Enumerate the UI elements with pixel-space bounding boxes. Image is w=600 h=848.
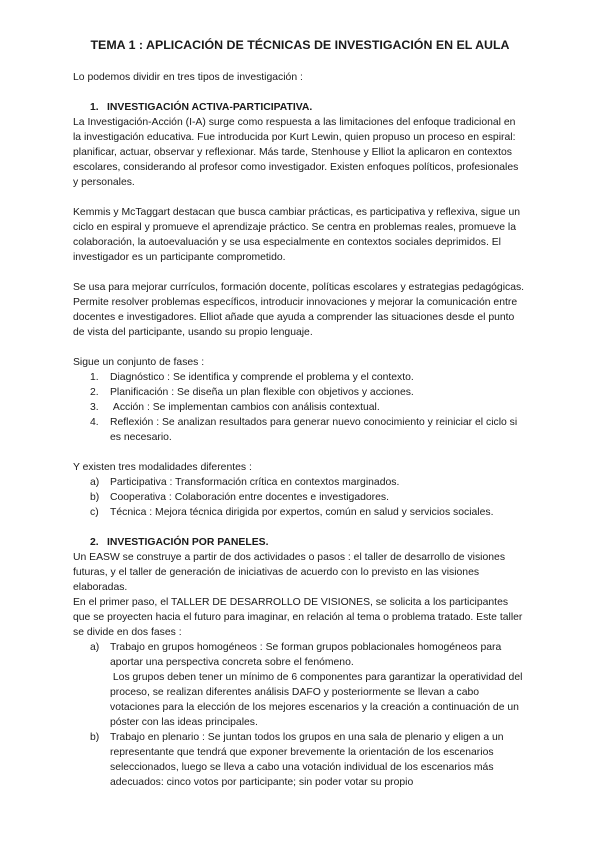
list-item-text: Cooperativa : Colaboración entre docentes e investigadores. <box>110 492 389 503</box>
list-item-text: Diagnóstico : Se identifica y comprende el problema y el contexto. <box>110 372 414 383</box>
list-item-extra-text: Los grupos deben tener un mínimo de 6 componentes para garantizar la operatividad del proceso, se realizan diferentes análisis DAFO y posteriormente se llevan a cabo votaciones para la elección de los mejores escenarios y la creación a continuación de un póster con las ideas principales. <box>110 672 526 728</box>
section-1-number: 1. <box>90 102 99 113</box>
modes-list <box>73 475 525 520</box>
section-1-paragraph-1: La Investigación-Acción (I-A) surge como respuesta a las limitaciones del enfoque tradicional en la investigación educativa. Fue introducida por Kurt Lewin, quien propuso un proceso en espiral: planificar, actuar, observar y reflexionar. Más tarde, Stenhouse y Elliot la aplicaron en contextos escolares, considerando al profesor como investigador. Existen enfoques políticos, profesionales y personales. <box>73 117 519 188</box>
list-item <box>73 505 525 520</box>
intro-text: Lo podemos dividir en tres tipos de investigación : <box>73 72 303 83</box>
list-marker: 2. <box>90 387 99 398</box>
section-2-heading <box>90 535 525 550</box>
section-2-number: 2. <box>90 537 99 548</box>
list-item-text: Planificación : Se diseña un plan flexible con objetivos y acciones. <box>110 387 414 398</box>
section-1-paragraph-2: Kemmis y McTaggart destacan que busca cambiar prácticas, es participativa y reflexiva, sigue un ciclo en espiral y promueve el aprendizaje práctico. Se centra en problemas reales, promueve la colaboración, la autoevaluación y se usa especialmente en contextos sociales deprimidos. El investigador es un participante comprometido. <box>73 207 520 263</box>
list-marker: a) <box>90 642 100 653</box>
section-2-paragraph-2: En el primer paso, el TALLER DE DESARROLLO DE VISIONES, se solicita a los participantes que se proyecten hacia el futuro para imaginar, en relación al tema o problema tratado. Este taller se divide en dos fases : <box>73 597 523 638</box>
list-marker: b) <box>90 732 100 743</box>
list-item-text: Trabajo en plenario : Se juntan todos los grupos en una sala de plenario y eligen a un representante que tendrá que exponer brevemente la orientación de los escenarios seleccionados, luego se lleva a cabo una votación individual de los escenarios más adecuados: cinco votos por participante; sin poder votar su propio <box>110 732 504 788</box>
list-item <box>73 475 525 490</box>
section-1-paragraph-3: Se usa para mejorar currículos, formación docente, políticas escolares y estrategias pedagógicas. Permite resolver problemas específicos, introducir innovaciones y mejorar la comunicación entre docentes e investigadores. Elliot añade que ayuda a comprender las situaciones desde el punto de vista del participante, usando su propio lenguaje. <box>73 282 525 338</box>
phases-intro: Sigue un conjunto de fases : <box>73 357 205 368</box>
list-marker: 1. <box>90 372 99 383</box>
list-item <box>73 385 525 400</box>
list-item-text: Acción : Se implementan cambios con análisis contextual. <box>110 402 380 413</box>
list-item <box>73 415 525 445</box>
document-page <box>73 36 525 790</box>
section-2-title: INVESTIGACIÓN POR PANELES. <box>107 537 269 548</box>
list-item-text: Reflexión : Se analizan resultados para generar nuevo conocimiento y reiniciar el ciclo si es necesario. <box>110 417 518 443</box>
section-2-paragraph-1: Un EASW se construye a partir de dos actividades o pasos : el taller de desarrollo de visiones futuras, y el taller de generación de iniciativas de acuerdo con lo previsto en las visiones elaboradas. <box>73 552 506 593</box>
list-marker: c) <box>90 507 99 518</box>
list-marker: 4. <box>90 417 99 428</box>
section-1-heading <box>90 100 525 115</box>
phases-list <box>73 370 525 445</box>
workshop-phases-list <box>73 640 525 790</box>
section-1-title: INVESTIGACIÓN ACTIVA-PARTICIPATIVA. <box>107 102 313 113</box>
list-item-text: Técnica : Mejora técnica dirigida por expertos, común en salud y servicios sociales. <box>110 507 494 518</box>
modes-intro: Y existen tres modalidades diferentes : <box>73 462 252 473</box>
list-item-text: Trabajo en grupos homogéneos : Se forman grupos poblacionales homogéneos para aportar una perspectiva concreta sobre el fenómeno. <box>110 642 502 668</box>
list-marker: b) <box>90 492 100 503</box>
list-item-text: Participativa : Transformación crítica en contextos marginados. <box>110 477 400 488</box>
list-item <box>73 370 525 385</box>
list-item <box>73 400 525 415</box>
list-item <box>73 730 525 790</box>
list-item <box>73 640 525 730</box>
list-marker: 3. <box>90 402 99 413</box>
list-marker: a) <box>90 477 100 488</box>
page-title: TEMA 1 : APLICACIÓN DE TÉCNICAS DE INVESTIGACIÓN EN EL AULA <box>90 38 510 52</box>
list-item <box>73 490 525 505</box>
